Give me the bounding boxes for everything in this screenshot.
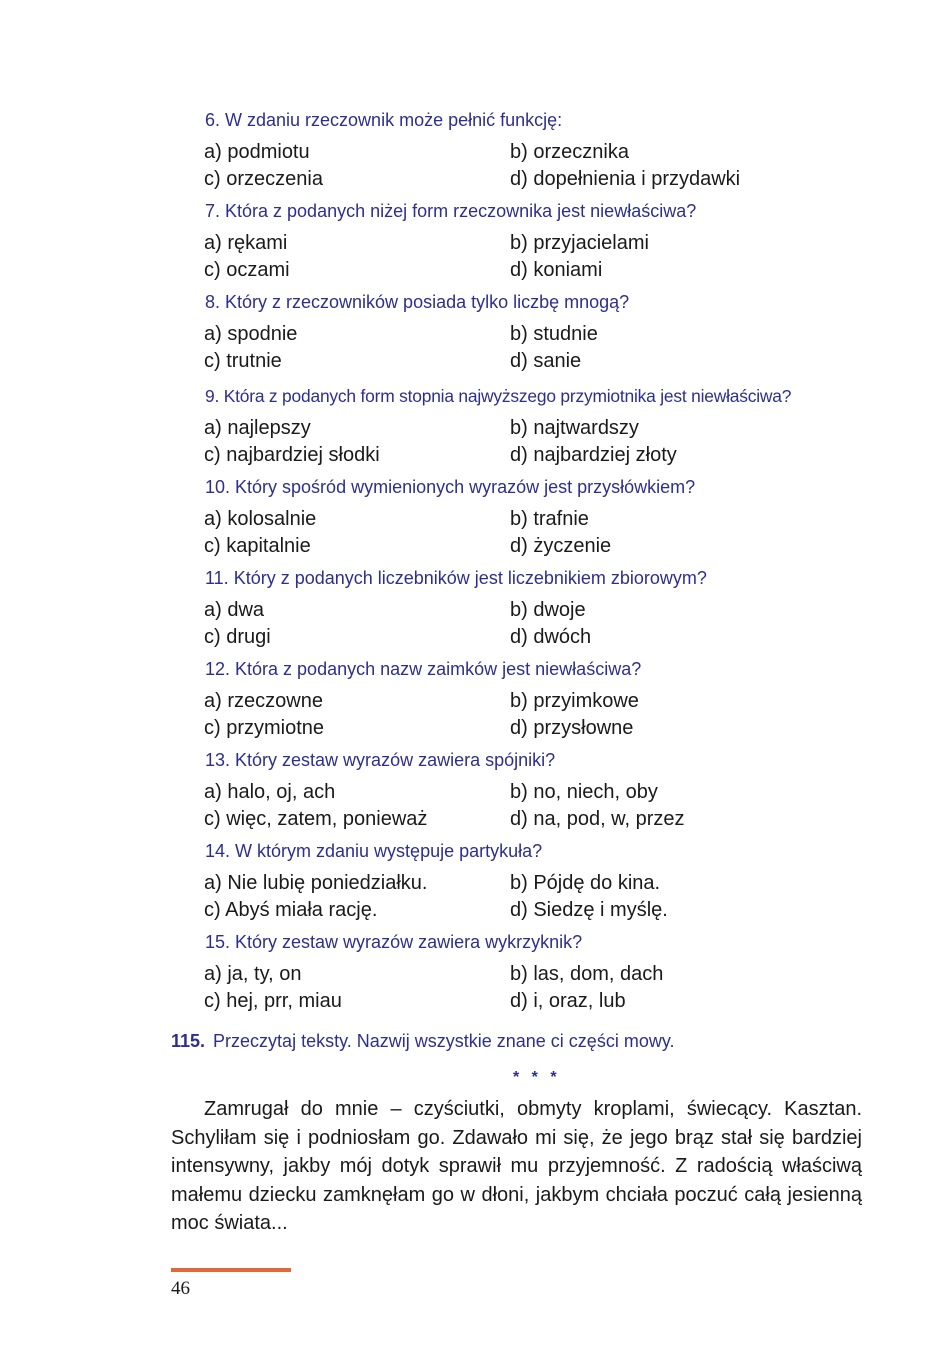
question-14-option-c: c) Abyś miała rację.: [204, 899, 378, 921]
question-14-option-d: d) Siedzę i myślę.: [510, 899, 668, 921]
question-13-option-b: b) no, niech, oby: [510, 781, 658, 803]
question-6-option-a: a) podmiotu: [204, 141, 310, 163]
question-14: 14. W którym zdaniu występuje partykuła?: [205, 841, 543, 861]
question-11-option-d: d) dwóch: [510, 626, 592, 648]
task-heading: [171, 1031, 675, 1052]
question-9: 9. Która z podanych form stopnia najwyższego przymiotnika jest niewłaściwa?: [205, 386, 792, 406]
question-6: 6. W zdaniu rzeczownik może pełnić funkcję:: [205, 110, 563, 130]
question-11-option-a: a) dwa: [204, 599, 265, 621]
question-8-option-d: d) sanie: [510, 350, 582, 372]
question-8-option-c: c) trutnie: [204, 350, 282, 372]
question-13-option-a: a) halo, oj, ach: [204, 781, 336, 803]
question-15-option-c: c) hej, prr, miau: [204, 990, 342, 1012]
task-number: 115.: [171, 1031, 206, 1051]
page-number: 46: [171, 1278, 190, 1299]
question-15-option-a: a) ja, ty, on: [204, 963, 302, 985]
question-13-option-d: d) na, pod, w, przez: [510, 808, 685, 830]
question-12-option-c: c) przymiotne: [204, 717, 325, 739]
question-11-option-c: c) drugi: [204, 626, 271, 648]
footer-accent-rule: [171, 1268, 291, 1272]
question-8-option-b: b) studnie: [510, 323, 598, 345]
question-12-option-d: d) przysłowne: [510, 717, 634, 739]
question-12-option-b: b) przyimkowe: [510, 690, 639, 712]
question-8: 8. Który z rzeczowników posiada tylko liczbę mnogą?: [205, 292, 630, 312]
question-14-option-b: b) Pójdę do kina.: [510, 872, 661, 894]
question-12-option-a: a) rzeczowne: [204, 690, 323, 712]
question-11: 11. Który z podanych liczebników jest liczebnikiem zbiorowym?: [205, 568, 707, 588]
question-15-option-b: b) las, dom, dach: [510, 963, 664, 985]
question-12: 12. Która z podanych nazw zaimków jest niewłaściwa?: [205, 659, 642, 679]
question-6-option-b: b) orzecznika: [510, 141, 629, 163]
question-11-option-b: b) dwoje: [510, 599, 586, 621]
question-10-option-d: d) życzenie: [510, 535, 612, 557]
question-9-option-c: c) najbardziej słodki: [204, 444, 380, 466]
reading-passage: [171, 1095, 862, 1238]
question-8-option-a: a) spodnie: [204, 323, 298, 345]
question-15-option-d: d) i, oraz, lub: [510, 990, 626, 1012]
question-6-option-d: d) dopełnienia i przydawki: [510, 168, 741, 190]
question-6-option-c: c) orzeczenia: [204, 168, 323, 190]
question-13-option-c: c) więc, zatem, ponieważ: [204, 808, 428, 830]
question-9-option-a: a) najlepszy: [204, 417, 311, 439]
question-7-option-b: b) przyjacielami: [510, 232, 649, 254]
question-14-option-a: a) Nie lubię poniedziałku.: [204, 872, 428, 894]
question-7-option-d: d) koniami: [510, 259, 603, 281]
question-9-option-d: d) najbardziej złoty: [510, 444, 677, 466]
question-10-option-a: a) kolosalnie: [204, 508, 317, 530]
question-7-option-c: c) oczami: [204, 259, 290, 281]
task-instruction: Przeczytaj teksty. Nazwij wszystkie znane ci części mowy.: [213, 1031, 675, 1051]
question-7: 7. Która z podanych niżej form rzeczownika jest niewłaściwa?: [205, 201, 697, 221]
section-separator: * * *: [513, 1069, 561, 1086]
question-10-option-b: b) trafnie: [510, 508, 589, 530]
question-13: 13. Który zestaw wyrazów zawiera spójniki?: [205, 750, 556, 770]
question-9-option-b: b) najtwardszy: [510, 417, 639, 439]
question-15: 15. Który zestaw wyrazów zawiera wykrzyknik?: [205, 932, 583, 952]
question-7-option-a: a) rękami: [204, 232, 288, 254]
reading-paragraph: Zamrugał do mnie – czyściutki, obmyty kroplami, świecący. Kasztan. Schyliłam się i podniosłam go. Zdawało mi się, że jego brąz stał się bardziej intensywny, jakby mój dotyk sprawił mu przyjemność. Z radością właściwą małemu dziecku zamknęłam go w dłoni, jakbym chciała poczuć całą jesienną moc świata...: [171, 1098, 862, 1234]
question-10-option-c: c) kapitalnie: [204, 535, 311, 557]
question-10: 10. Który spośród wymienionych wyrazów jest przysłówkiem?: [205, 477, 696, 497]
